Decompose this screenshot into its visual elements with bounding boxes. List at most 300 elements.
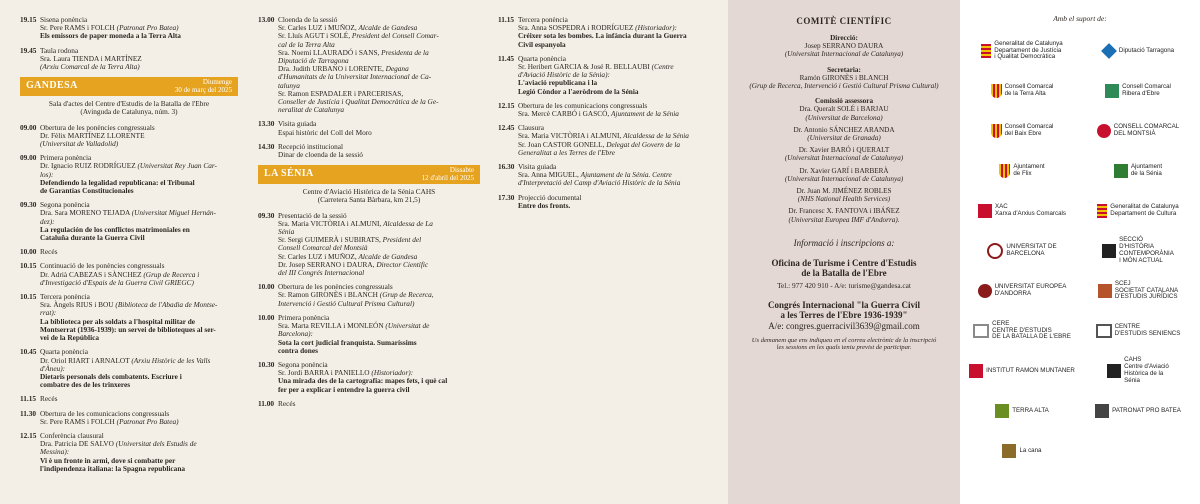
talk-title: Legió Còndor a l'aeròdrom de la Sénia xyxy=(518,86,639,96)
red-stripes-icon xyxy=(981,44,991,58)
item-time: 09.30 xyxy=(258,210,275,220)
logo-line: BARCELONA xyxy=(1006,250,1045,257)
speaker-name: Sra. Anna MIGUEL, xyxy=(518,170,581,180)
speaker-name: Sra. Marta REVILLA i MONLEÓN xyxy=(278,321,386,331)
committee-section xyxy=(738,97,950,224)
speaker-name: Sra. Maria VICTÒRIA i ALMUNI, xyxy=(278,218,384,228)
logo-line: de la Terra Alta xyxy=(1004,90,1046,97)
program-item xyxy=(498,16,720,49)
sponsor-logo xyxy=(1082,351,1194,391)
wave-icon xyxy=(1002,444,1016,458)
item-body xyxy=(278,120,480,136)
speaker-affiliation: d'Aviació Històric de la Sénia): xyxy=(518,70,610,80)
logo-line: Històrica de la xyxy=(1124,370,1164,377)
speaker-affiliation: neralitat de Catalunya xyxy=(278,105,345,115)
committee-member xyxy=(738,207,950,223)
speaker-line xyxy=(518,110,720,118)
shield-icon xyxy=(991,124,1002,138)
speaker-affiliation: Ajuntament de la Sénia xyxy=(611,109,679,119)
flag-icon xyxy=(978,204,992,218)
speaker-name: Dra. Patricia DE SALVO xyxy=(40,439,116,449)
logo-line: CONTEMPORÀNIA xyxy=(1119,250,1174,257)
logo-line: Consell Comarcal xyxy=(1004,83,1054,91)
item-time: 14.30 xyxy=(258,141,275,151)
program-item xyxy=(258,120,480,136)
item-title: Obertura de les ponències congressuals xyxy=(40,122,155,132)
member-affiliation: (Universitat Internacional de Catalunya) xyxy=(784,174,904,183)
item-body xyxy=(278,400,480,408)
speaker-affiliation: rrat): xyxy=(40,308,57,318)
member-name: Dr. Antonio SÁNCHEZ ARANDA xyxy=(793,125,895,134)
item-title: Primera ponència xyxy=(40,153,92,163)
banner-date: Dissabte 12 d'abril del 2025 xyxy=(421,166,474,183)
program-item xyxy=(258,361,480,394)
sponsor-logo xyxy=(1082,71,1194,111)
logo-text xyxy=(992,321,1071,341)
speaker-affiliation: Alcaldessa de La xyxy=(383,218,433,228)
sponsor-logo xyxy=(1082,311,1194,351)
logo-line: CERE xyxy=(992,319,1010,327)
sponsor-logo xyxy=(1082,391,1194,431)
item-time: 13.30 xyxy=(258,119,275,129)
item-time: 11.15 xyxy=(20,394,37,404)
plane-icon xyxy=(1107,364,1121,378)
logo-line: Generalitat de Catalunya xyxy=(994,39,1063,47)
item-time: 11.30 xyxy=(20,408,37,418)
program-item xyxy=(258,283,480,308)
speaker-name: Sra. Noemí LLAURADÓ i SANS, xyxy=(278,47,382,57)
speaker-line xyxy=(518,179,720,187)
talk-title: contra dones xyxy=(278,345,318,355)
item-body xyxy=(40,124,238,149)
speaker-affiliation: (Patronat Pro Batea) xyxy=(116,416,179,426)
item-title: Recés xyxy=(278,398,296,408)
banner-city: GANDESA xyxy=(26,80,78,92)
logo-line: CENTRE xyxy=(1114,323,1141,331)
logo-line: i Qualitat Democràtica xyxy=(994,53,1056,61)
speaker-affiliation: Delegat del Govern de la xyxy=(606,139,681,149)
item-body xyxy=(40,154,238,195)
speaker-affiliation: d'Interpretació del Camp d'Aviació Històric de la Sénia xyxy=(518,178,681,188)
program-item xyxy=(20,395,238,403)
logo-line: D'ESTUDIS SENIENCS xyxy=(1114,330,1181,337)
item-body xyxy=(278,143,480,159)
item-title: Obertura de les comunicacions congressuals xyxy=(518,100,648,110)
speaker-affiliation: Alcaldessa de la Sénia xyxy=(623,131,689,141)
item-title: Tercera ponència xyxy=(518,15,568,24)
committee-member xyxy=(738,105,950,121)
speaker-affiliation: (Patronat Pro Batea) xyxy=(116,23,179,33)
speaker-affiliation: Alcalde de Gandesa xyxy=(358,251,418,261)
speaker-name: Sr. Ramon GIRONÈS i BLANCH xyxy=(278,290,380,300)
speaker-line xyxy=(40,301,238,309)
sponsor-logo xyxy=(966,271,1078,311)
item-body xyxy=(278,314,480,355)
t-icon xyxy=(995,404,1009,418)
speaker-affiliation: d'Àneu): xyxy=(40,363,66,373)
item-title: Projecció documental xyxy=(518,192,582,202)
logo-line: Departament de Cultura xyxy=(1110,210,1177,217)
logo-text xyxy=(1115,281,1178,301)
logo-line: Consell Comarcal xyxy=(1122,83,1171,91)
talk-title: Vi è un fronte in armi, dove si combatte per xyxy=(40,455,176,465)
item-title: Taula rodona xyxy=(40,45,79,55)
speaker-affiliation: Director Científic xyxy=(376,259,429,269)
speaker-affiliation: del III Congrés Internacional xyxy=(278,268,365,278)
item-body xyxy=(518,102,720,118)
speaker-affiliation: (Centre xyxy=(651,62,674,72)
frame-icon xyxy=(1096,324,1112,338)
speaker-name: Sra. Mercè CARBÓ i GASCÓ, xyxy=(518,109,612,119)
talk-title: vei de la República xyxy=(40,333,99,343)
congress-email[interactable]: A/e: congres.guerracivil3639@gmail.com xyxy=(768,320,920,331)
item-body xyxy=(278,283,480,308)
logo-line: D'ESTUDIS JURÍDICS xyxy=(1114,293,1178,301)
item-body xyxy=(518,194,720,210)
speaker-affiliation: President del Consell Comar- xyxy=(351,31,439,41)
sponsor-logo xyxy=(966,151,1078,191)
speaker-line xyxy=(40,63,238,71)
speaker-name: Sr. Carles LUZ i MUÑOZ, xyxy=(278,251,359,261)
speaker-name: Sra. Maria VICTÒRIA i ALMUNI, xyxy=(518,131,624,141)
logo-line: Consell Comarcal xyxy=(1004,123,1054,131)
program-item xyxy=(20,410,238,426)
item-time: 19.15 xyxy=(20,15,37,24)
item-time: 10.15 xyxy=(20,292,37,302)
item-title: Visita guiada xyxy=(518,162,557,172)
sponsors-panel xyxy=(960,0,1200,504)
item-body xyxy=(40,395,238,403)
speaker-name: Sr. Sergi GUIMERÀ i SUBIRATS, xyxy=(278,235,383,245)
item-time: 10.00 xyxy=(20,247,37,257)
member-name: Dr. Xavier BARÓ i QUERALT xyxy=(798,146,890,155)
talk-title: Entre dos fronts. xyxy=(518,200,571,210)
logo-line: Ribera d'Ebre xyxy=(1122,90,1160,97)
item-title: Tercera ponència xyxy=(40,292,90,302)
talk-title: de Garantías Constitucionales xyxy=(40,186,134,196)
logo-line: D'ANDORRA xyxy=(994,290,1032,297)
logo-line: de la Sénia xyxy=(1130,170,1162,177)
speaker-affiliation: Barcelona): xyxy=(278,329,313,339)
item-body xyxy=(40,262,238,287)
speaker-affiliation: d'Investigació d'Espais de la Guerra Civil GRIEGC) xyxy=(40,277,194,287)
speaker-affiliation: Presidenta de la xyxy=(381,47,429,57)
logo-text xyxy=(1119,237,1174,264)
logo-line: PATRONAT PRO BATEA xyxy=(1112,406,1181,414)
sponsor-logo xyxy=(1082,111,1194,151)
item-title: Segona ponència xyxy=(278,359,328,369)
venue: Sala d'actes del Centre d'Estudis de la Batalla de l'Ebre (Avinguda de Catalunya, núm. 3) xyxy=(48,99,210,117)
speaker-affiliation: Conseller de Justícia i Qualitat Democràtica de la Ge- xyxy=(278,97,439,107)
circle-icon xyxy=(1097,124,1111,138)
item-time: 19.45 xyxy=(20,45,37,55)
column-closing-and-senia xyxy=(250,0,490,504)
logo-text xyxy=(1114,124,1179,138)
logo-line: DE LA BATALLA DE L'EBRE xyxy=(992,333,1071,341)
item-body xyxy=(518,124,720,157)
logo-line: UNIVERSITAT DE xyxy=(1006,243,1057,251)
speaker-line xyxy=(40,162,238,170)
sponsor-logo xyxy=(966,191,1078,231)
speaker-line xyxy=(40,440,238,448)
program-item xyxy=(498,55,720,96)
speaker-affiliation: (Universitat Miguel Hernán- xyxy=(131,208,216,218)
logo-line: XAC xyxy=(995,203,1008,211)
item-body xyxy=(40,432,238,473)
item-time: 12.45 xyxy=(498,123,515,133)
logo-line: Ajuntament xyxy=(1130,163,1163,171)
sponsor-logo xyxy=(966,351,1078,391)
column-gandesa-program xyxy=(0,0,250,504)
contact-line: Tel.: 977 420 910 - A/e: turisme@gandesa.cat xyxy=(777,280,911,290)
diamond-icon xyxy=(1101,43,1117,59)
speaker-name: Dr. Josep SERRANO i DAURA, xyxy=(278,259,377,269)
logo-line: TERRA ALTA xyxy=(1012,406,1049,414)
sponsor-logo xyxy=(1082,151,1194,191)
item-body xyxy=(518,55,720,96)
speaker-affiliation: President del xyxy=(382,235,422,245)
logo-line: Ajuntament xyxy=(1013,163,1045,171)
logo-text xyxy=(1110,204,1178,218)
committee-section xyxy=(738,34,950,59)
speaker-affiliation: d'Humanitats de la Universitat Internacional de Ca- xyxy=(278,72,432,82)
talk-title: La regulación de los conflictos matrimoniales en xyxy=(40,224,190,234)
speaker-name: Dra. Sara MORENO TEJADA xyxy=(40,208,132,218)
logo-line: CONSELL COMARCAL xyxy=(1113,123,1180,131)
speaker-affiliation: (Grup de Recerca, xyxy=(379,290,434,300)
item-time: 10.30 xyxy=(258,359,275,369)
item-body xyxy=(278,16,480,114)
item-body xyxy=(278,361,480,394)
logo-line: SOCIETAT CATALANA xyxy=(1114,286,1179,294)
speaker-name: Sr. Joan CASTOR GONELL, xyxy=(518,139,607,149)
talk-title: Cataluña durante la Guerra Civil xyxy=(40,233,145,243)
logo-text xyxy=(1005,124,1054,138)
logo-line: UNIVERSITAT EUROPEA xyxy=(994,283,1067,291)
item-time: 11.45 xyxy=(498,53,515,63)
member-name: Dr. Xavier GARÍ i BARBERÀ xyxy=(799,166,889,175)
logo-line: Generalitat de Catalunya xyxy=(1110,203,1179,211)
speaker-name: Dr. Ignacio RUIZ RODRÍGUEZ xyxy=(40,161,138,171)
column-senia-afternoon xyxy=(490,0,728,504)
speaker-affiliation: (Universitat dels Estudis de xyxy=(115,439,197,449)
program-item xyxy=(20,293,238,342)
item-title: Recés xyxy=(40,247,58,257)
speaker-affiliation: Sénia xyxy=(278,227,295,237)
program-item xyxy=(20,124,238,149)
logo-text xyxy=(995,204,1066,218)
item-title: Quarta ponència xyxy=(40,347,89,357)
item-title: Sisena ponència xyxy=(40,15,88,24)
speaker-name: Sr. Ramon ESPADALER i PARCERISAS, xyxy=(278,88,404,98)
support-label: Amb el suport de: xyxy=(1053,14,1107,23)
speaker-name: Sr. Pere RAMS i FOLCH xyxy=(40,416,117,426)
logo-line: SECCIÓ xyxy=(1119,236,1143,244)
speaker-affiliation: dez): xyxy=(40,216,55,226)
speaker-name: Sra. Anna SOSPEDRA i RODRÍGUEZ xyxy=(518,23,636,33)
item-title: Clausura xyxy=(518,123,544,133)
speaker-affiliation: cal de la Terra Alta xyxy=(278,39,335,49)
speaker-name: Sr. Lluís AGUT i SOLÉ, xyxy=(278,31,352,41)
committee-member xyxy=(738,42,950,58)
member-affiliation: (NHS National Health Services) xyxy=(797,195,891,204)
program-item xyxy=(20,248,238,256)
item-time: 10.00 xyxy=(258,282,275,292)
speaker-line xyxy=(278,300,480,308)
red-stripes-icon xyxy=(1097,204,1107,218)
sponsor-logo xyxy=(966,31,1078,71)
member-name: Dra. Queralt SOLÉ i BARJAU xyxy=(799,105,889,114)
item-body xyxy=(40,348,238,389)
speaker-line xyxy=(278,129,480,137)
member-name: Dr. Juan M. JIMÉNEZ ROBLES xyxy=(796,187,892,196)
committee-member xyxy=(738,146,950,162)
item-body xyxy=(40,16,238,41)
item-time: 10.15 xyxy=(20,261,37,271)
venue: Centre d'Aviació Històrica de la Sénia CAHS (Carretera Santa Bàrbara, km 21,5) xyxy=(302,187,436,205)
logo-text xyxy=(1131,164,1162,178)
talk-title: Dietaris personals dels combatents. Escriure i xyxy=(40,371,182,381)
dark-square-icon xyxy=(1102,244,1116,258)
committee-section xyxy=(738,66,950,91)
program-item xyxy=(258,16,480,114)
logo-text xyxy=(1122,84,1171,98)
top-items xyxy=(258,16,480,159)
program-item xyxy=(20,432,238,473)
logo-text xyxy=(1013,164,1044,178)
speaker-line xyxy=(40,209,238,217)
item-title: Primera ponència xyxy=(278,312,330,322)
program-items xyxy=(20,124,238,473)
item-title: Conferència clausural xyxy=(40,430,104,440)
item-time: 12.15 xyxy=(498,100,515,110)
speaker-name: Dinar de cloenda de la sessió xyxy=(278,150,363,160)
speaker-affiliation: Messina): xyxy=(40,447,70,457)
program-items xyxy=(258,212,480,408)
logo-line: Departament de Justícia xyxy=(994,46,1062,54)
logo-line: del Baix Ebre xyxy=(1004,130,1042,137)
member-affiliation: (Universitat de Granada) xyxy=(807,134,881,143)
program-item xyxy=(20,262,238,287)
speaker-line xyxy=(40,140,238,148)
session-banner-gandesa xyxy=(20,77,238,96)
logo-text xyxy=(1119,48,1174,55)
section-head: Secretaria: xyxy=(827,65,861,74)
logo-text xyxy=(1012,408,1049,415)
member-name: Dr. Francesc X. FANTOVA i IBÁÑEZ xyxy=(788,207,900,216)
speaker-line xyxy=(278,220,480,228)
speaker-affiliation: Generalitat a les Terres de l'Ebre xyxy=(518,147,616,157)
tourism-office: Oficina de Turisme i Centre d'Estudis de la Batalla de l'Ebre xyxy=(771,257,917,279)
speaker-affiliation: (Grup de Recerca i xyxy=(143,269,200,279)
talk-title: Civil espanyola xyxy=(518,39,566,49)
shield-icon xyxy=(991,84,1002,98)
logo-line: SCEJ xyxy=(1114,279,1131,287)
circle-icon xyxy=(978,284,992,298)
logo-text xyxy=(1005,84,1054,98)
program-item xyxy=(20,154,238,195)
sponsor-logos xyxy=(966,31,1194,471)
logo-text xyxy=(994,41,1062,61)
item-title: Segona ponència xyxy=(40,200,90,210)
item-title: Obertura de les comunicacions congressuals xyxy=(40,408,170,418)
speaker-affiliation: (Universitat de xyxy=(385,321,430,331)
speaker-affiliation: (Historiador): xyxy=(635,23,677,33)
item-body xyxy=(40,293,238,342)
session-banner-la-senia xyxy=(258,165,480,184)
sponsor-logo xyxy=(1082,271,1194,311)
speaker-line xyxy=(518,149,720,157)
talk-title: Defendiendo la legalidad republicana: el Tribunal xyxy=(40,177,195,187)
square-icon xyxy=(1105,84,1119,98)
sponsor-logo xyxy=(966,111,1078,151)
item-title: Presentació de la sessió xyxy=(278,210,347,220)
speaker-affiliation: (Historiador): xyxy=(371,368,414,378)
program-item xyxy=(258,143,480,159)
speaker-name: Sr. Jordi BARRA i PANIELLO xyxy=(278,368,372,378)
logo-line: La cana xyxy=(1019,446,1042,454)
item-time: 17.30 xyxy=(498,192,515,202)
program-item xyxy=(20,201,238,242)
logo-line: Xarxa d'Arxius Comarcals xyxy=(995,210,1066,217)
logo-line: D'HISTÒRIA xyxy=(1119,243,1155,251)
speaker-affiliation: (Universitat Rey Juan Car- xyxy=(137,161,217,171)
speaker-line xyxy=(40,357,238,365)
item-time: 09.00 xyxy=(20,153,37,163)
item-body xyxy=(40,201,238,242)
speaker-name: Espai històric del Coll del Moro xyxy=(278,127,372,137)
logo-line: CAHS xyxy=(1124,356,1142,364)
speaker-line xyxy=(278,269,480,277)
logo-line: I MÓN ACTUAL xyxy=(1119,256,1163,264)
speaker-name: Sra. Laura TIENDA i MARTÍNEZ xyxy=(40,53,142,63)
sponsor-logo xyxy=(966,311,1078,351)
speaker-name: Dr. Oriol RIART i ARNALOT xyxy=(40,355,132,365)
item-body xyxy=(40,47,238,72)
logo-line: CENTRE D'ESTUDIS xyxy=(992,326,1052,334)
item-body xyxy=(40,410,238,426)
sponsor-logo xyxy=(1082,191,1194,231)
committee-member xyxy=(738,187,950,203)
item-body xyxy=(518,163,720,188)
logo-text xyxy=(986,368,1075,375)
item-body xyxy=(518,16,720,49)
item-title: Quarta ponència xyxy=(518,53,567,63)
talk-title: combatre des de les trinxeres xyxy=(40,380,131,390)
item-body xyxy=(278,212,480,278)
program-item xyxy=(20,47,238,72)
item-title: Visita guiada xyxy=(278,119,317,129)
speaker-name: Sra. Àngels RIUS i BOU xyxy=(40,300,116,310)
program-item xyxy=(20,348,238,389)
talk-title: L'aviació republicana i la xyxy=(518,78,598,88)
item-time: 16.30 xyxy=(498,162,515,172)
logo-line: Diputació Tarragona xyxy=(1118,46,1175,54)
logo-line: INSTITUT RAMON MUNTANER xyxy=(986,366,1075,374)
speaker-affiliation: Alcalde de Gandesa xyxy=(358,23,418,33)
committee-member xyxy=(738,167,950,183)
speaker-name: Sr. Carles LUZ i MUÑOZ, xyxy=(278,23,359,33)
speaker-affiliation: Degana xyxy=(385,64,409,74)
logo-text xyxy=(1124,357,1169,384)
banner-city: LA SÉNIA xyxy=(264,168,314,180)
logo-line: Centre d'Aviació xyxy=(1124,363,1169,371)
speaker-affiliation: (Arxiu Històric de les Valls xyxy=(131,355,211,365)
speaker-affiliation: Intervenció i Gestió Cultural Prisma Cultural) xyxy=(278,298,415,308)
item-time: 12.15 xyxy=(20,430,37,440)
speaker-line xyxy=(278,106,480,114)
top-items xyxy=(20,16,238,71)
